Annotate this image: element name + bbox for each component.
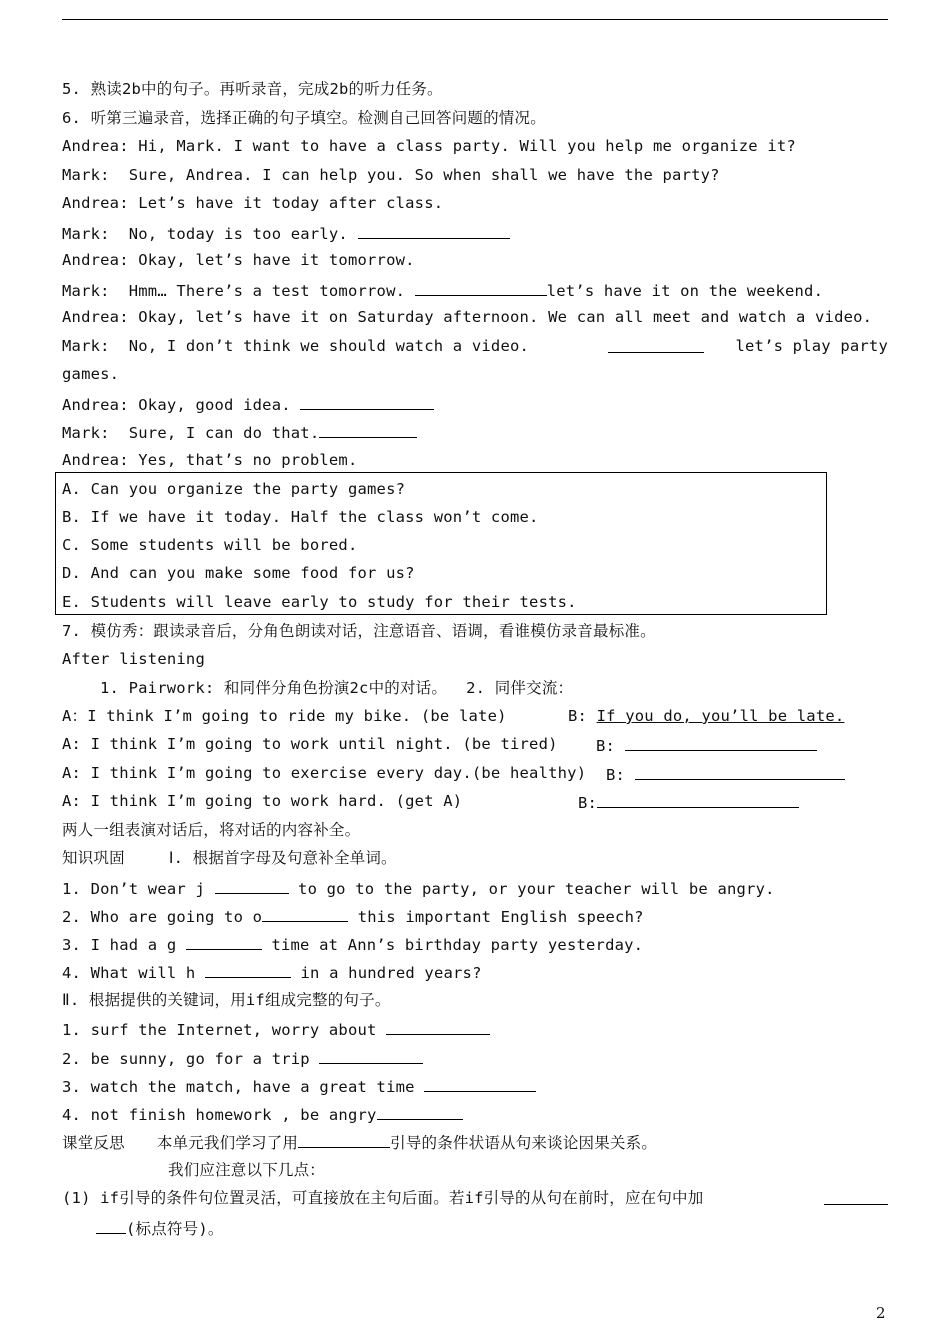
pair-note: 两人一组表演对话后，将对话的内容补全。 bbox=[62, 821, 361, 839]
dialogue-line: Andrea: Okay, let’s have it on Saturday afternoon. We can all meet and watch a video. bbox=[62, 308, 873, 326]
option-item: B. If we have it today. Half the class won’t come. bbox=[62, 508, 539, 526]
reflection-text: 引导的条件状语从句来谈论因果关系。 bbox=[390, 1134, 658, 1152]
answer-blank[interactable] bbox=[298, 1131, 390, 1148]
answer-blank[interactable] bbox=[597, 791, 799, 808]
item-text: 3. watch the match, have a great time bbox=[62, 1078, 425, 1096]
fill-word-item bbox=[62, 877, 775, 899]
dialogue-line: Mark: Sure, Andrea. I can help you. So when shall we have the party? bbox=[62, 166, 720, 184]
dialogue-text: let’s play party bbox=[735, 337, 888, 355]
point-text: (1) if引导的条件句位置灵活，可直接放在主句后面。若if引导的从句在前时，应在句中加 bbox=[62, 1189, 704, 1207]
answer-blank[interactable] bbox=[186, 933, 262, 950]
answer-blank[interactable] bbox=[386, 1018, 490, 1035]
pair-prompt: A: I think I’m going to exercise every day.(be healthy) bbox=[62, 764, 587, 782]
point-text: (标点符号)。 bbox=[126, 1220, 224, 1238]
pair-line bbox=[62, 706, 888, 726]
step-6: 6. 听第三遍录音，选择正确的句子填空。检测自己回答问题的情况。 bbox=[62, 109, 546, 127]
dialogue-line: Andrea: Hi, Mark. I want to have a class party. Will you help me organize it? bbox=[62, 137, 796, 155]
dialogue-line bbox=[62, 222, 510, 244]
option-item: D. And can you make some food for us? bbox=[62, 564, 415, 582]
dialogue-line bbox=[62, 279, 823, 301]
answer-blank[interactable] bbox=[424, 1075, 536, 1092]
answer-blank[interactable] bbox=[215, 877, 289, 894]
dialogue-text: Mark: Sure, I can do that. bbox=[62, 424, 320, 442]
pair-prompt: A：I think I’m going to ride my bike. (be late) bbox=[62, 707, 507, 725]
item-text: 1. surf the Internet, worry about bbox=[62, 1021, 387, 1039]
reflection-text: 本单元我们学习了用 bbox=[156, 1134, 299, 1152]
dialogue-text: Andrea: Okay, good idea. bbox=[62, 396, 301, 414]
dialogue-line: Andrea: Yes, that’s no problem. bbox=[62, 451, 358, 469]
dialogue-line: Andrea: Okay, let’s have it tomorrow. bbox=[62, 251, 415, 269]
answer-blank[interactable] bbox=[96, 1217, 126, 1234]
reflection-point bbox=[62, 1188, 888, 1208]
answer-blank[interactable] bbox=[625, 734, 817, 751]
answer-blank[interactable] bbox=[415, 279, 547, 296]
consolidation-heading bbox=[62, 848, 397, 868]
pair-label: B: bbox=[578, 794, 598, 812]
pairwork-instructions: 1. Pairwork: 和同伴分角色扮演2c中的对话。 2. 同伴交流： bbox=[100, 679, 574, 697]
dialogue-line: Andrea: Let’s have it today after class. bbox=[62, 194, 444, 212]
answer-blank[interactable] bbox=[824, 1188, 888, 1205]
answer-blank[interactable] bbox=[358, 222, 510, 239]
item-text: 4. What will h bbox=[62, 964, 205, 982]
step-5: 5. 熟读2b中的句子。再听录音，完成2b的听力任务。 bbox=[62, 80, 443, 98]
answer-blank[interactable] bbox=[262, 905, 348, 922]
reflection-subhead: 我们应注意以下几点： bbox=[168, 1161, 326, 1179]
item-text: to go to the party, or your teacher will be angry. bbox=[288, 880, 775, 898]
item-text: 2. Who are going to o bbox=[62, 908, 263, 926]
pair-answer: If you do, you’ll be late. bbox=[596, 707, 845, 725]
answer-blank[interactable] bbox=[377, 1103, 463, 1120]
item-text: 3. I had a g bbox=[62, 936, 186, 954]
option-item: C. Some students will be bored. bbox=[62, 536, 358, 554]
part2-title: Ⅱ. 根据提供的关键词，用if组成完整的句子。 bbox=[62, 991, 391, 1009]
item-text: 4. not finish homework , be angry bbox=[62, 1106, 377, 1124]
dialogue-line bbox=[62, 421, 417, 443]
step-7: 7. 模仿秀：跟读录音后，分角色朗读对话，注意语音、语调，看谁模仿录音最标准。 bbox=[62, 622, 656, 640]
item-text: time at Ann’s birthday party yesterday. bbox=[261, 936, 644, 954]
item-text: 1. Don’t wear j bbox=[62, 880, 215, 898]
pair-label: B: bbox=[606, 766, 635, 784]
reflection-line bbox=[62, 1131, 657, 1153]
dialogue-text: let’s have it on the weekend. bbox=[546, 282, 824, 300]
answer-blank[interactable] bbox=[635, 763, 845, 780]
page-number: 2 bbox=[876, 1304, 886, 1322]
if-sentence-item bbox=[62, 1075, 536, 1097]
pair-line bbox=[62, 791, 888, 811]
dialogue-line: games. bbox=[62, 365, 120, 383]
top-rule bbox=[62, 19, 888, 20]
if-sentence-item bbox=[62, 1103, 463, 1125]
answer-blank[interactable] bbox=[300, 393, 434, 410]
answer-blank[interactable] bbox=[608, 336, 704, 353]
item-text: in a hundred years? bbox=[290, 964, 482, 982]
dialogue-text: Mark: No, today is too early. bbox=[62, 225, 358, 243]
fill-word-item bbox=[62, 933, 643, 955]
pair-line bbox=[62, 763, 888, 783]
dialogue-line bbox=[62, 393, 434, 415]
dialogue-line bbox=[62, 336, 888, 356]
dialogue-text: Mark: Hmm… There’s a test tomorrow. bbox=[62, 282, 415, 300]
reflection-point-cont bbox=[96, 1217, 224, 1239]
if-sentence-item bbox=[62, 1047, 423, 1069]
dialogue-text: Mark: No, I don’t think we should watch a video. bbox=[62, 337, 530, 355]
pair-label: B: bbox=[568, 707, 597, 725]
part1-title: Ⅰ. 根据首字母及句意补全单词。 bbox=[168, 849, 397, 867]
option-item: A. Can you organize the party games? bbox=[62, 480, 406, 498]
answer-blank[interactable] bbox=[319, 1047, 423, 1064]
reflection-label: 课堂反思 bbox=[62, 1134, 125, 1152]
pair-line bbox=[62, 734, 888, 754]
item-text: 2. be sunny, go for a trip bbox=[62, 1050, 320, 1068]
fill-word-item bbox=[62, 905, 644, 927]
pair-prompt: A: I think I’m going to work until night. (be tired) bbox=[62, 735, 558, 753]
answer-blank[interactable] bbox=[319, 421, 417, 438]
item-text: this important English speech? bbox=[348, 908, 644, 926]
section-title: 知识巩固 bbox=[62, 849, 125, 867]
fill-word-item bbox=[62, 961, 482, 983]
pair-prompt: A: I think I’m going to work hard. (get A) bbox=[62, 792, 463, 810]
answer-blank[interactable] bbox=[205, 961, 291, 978]
option-item: E. Students will leave early to study for their tests. bbox=[62, 593, 577, 611]
after-listening-heading: After listening bbox=[62, 650, 205, 668]
if-sentence-item bbox=[62, 1018, 490, 1040]
pair-label: B: bbox=[596, 737, 625, 755]
